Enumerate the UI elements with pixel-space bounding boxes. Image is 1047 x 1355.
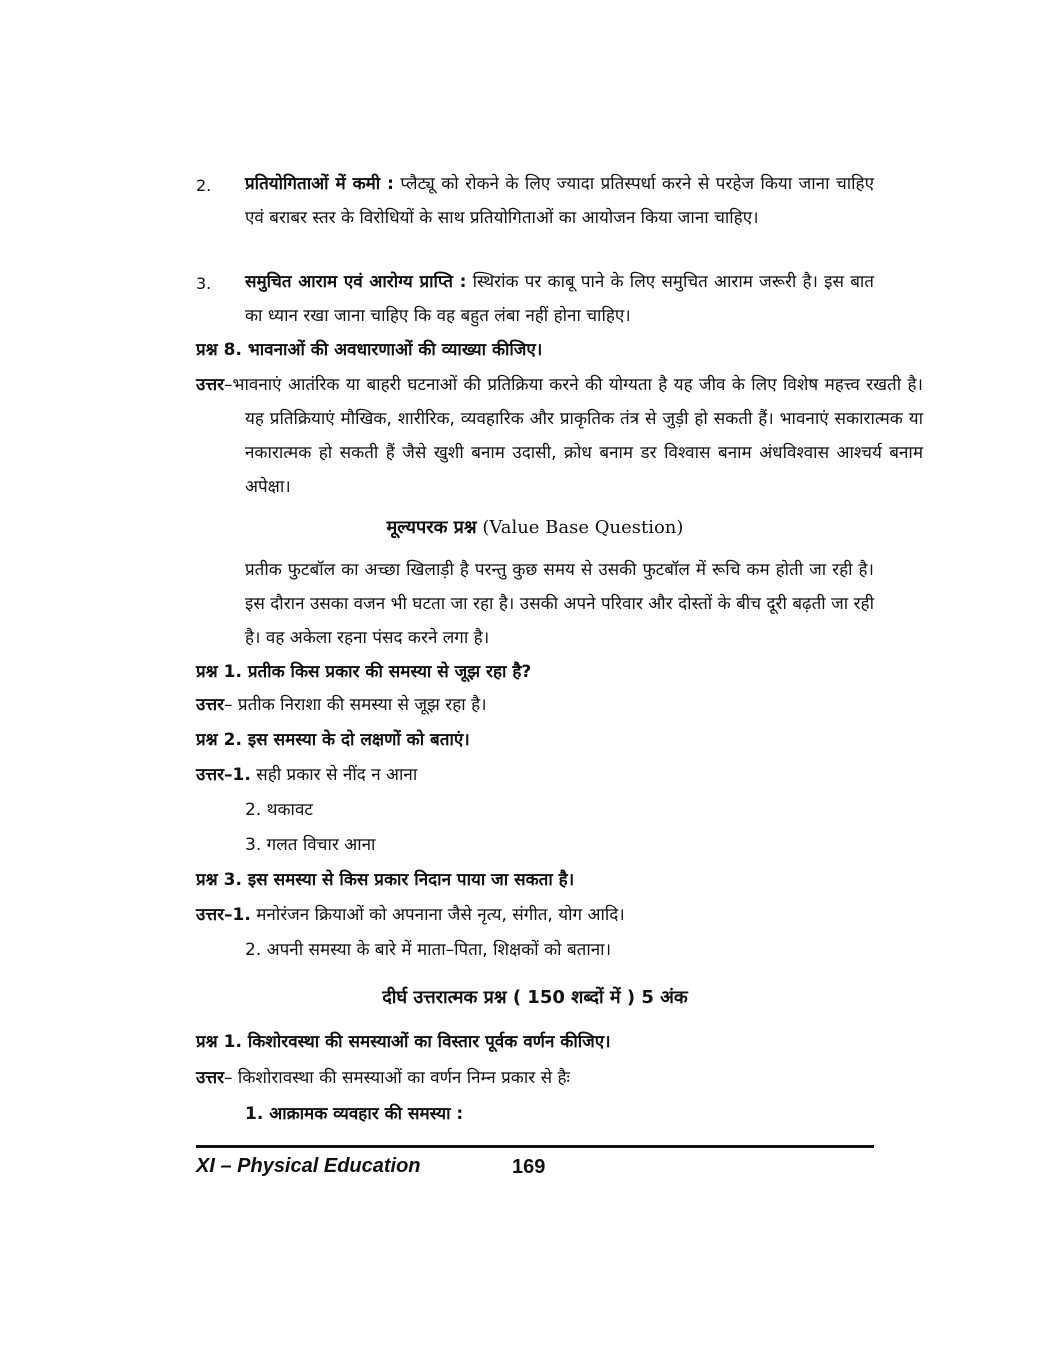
page-number: 169 [512,1156,546,1178]
answer-8 [196,368,923,504]
list-item-text: स्थिरांक पर काबू पाने के लिए समुचित आराम जरूरी है। इस बात का ध्यान रखा जाना चाहिए कि वह बहुत लंबा नहीं होना चाहिए। [245,272,874,326]
section-heading-hindi: मूल्यपरक प्रश्न [386,517,477,538]
question-8: प्रश्न 8. भावनाओं की अवधारणाओं की व्याख्या कीजिए। [196,340,543,360]
list-item-text: प्लैट्यू को रोकने के लिए ज्यादा प्रतिस्पर्धा करने से परहेज किया जाना चाहिए एवं बराबर स्तर के विरोधियों के साथ प्रतियोगिताओं का आयोजन किया जाना चाहिए। [245,174,874,228]
footer-subject: XI – Physical Education [196,1155,421,1177]
list-item-heading: समुचित आराम एवं आरोग्य प्राप्ति : [245,272,467,292]
long-answer-1 [196,1061,874,1095]
footer-rule [196,1145,874,1148]
answer-1 [196,688,874,722]
answer-3 [196,898,874,932]
case-passage-text: प्रतीक फुटबॉल का अच्छा खिलाड़ी है परन्तु कुछ समय से उसकी फुटबॉल में रूचि कम होती जा रही है। इस दौरान उसका वजन भी घटता जा रहा है। उसकी अपने परिवार और दोस्तों के बीच दूरी बढ़ती जा रही है। वह अकेला रहना पंसद करने लगा है। [245,560,874,648]
section-heading-value [196,515,874,539]
list-item [196,167,874,235]
answer-label: उत्तर–1. [196,765,251,785]
answer-2-point: 3. गलत विचार आना [245,835,376,855]
answer-label: उत्तर–1. [196,905,251,925]
list-number: 3. [196,274,212,293]
answer-text: – किशोरावस्था की समस्याओं का वर्णन निम्न प्रकार से हैः [224,1068,570,1088]
list-item-body [245,265,874,333]
long-question-1: प्रश्न 1. किशोरवस्था की समस्याओं का विस्तार पूर्वक वर्णन कीजिए। [196,1032,611,1052]
question-2: प्रश्न 2. इस समस्या के दो लक्षणों को बताएं। [196,730,470,750]
answer-2-point: 2. थकावट [245,800,313,820]
answer-label: उत्तर [196,375,225,395]
answer-2 [196,758,874,792]
section-heading-english: (Value Base Question) [476,517,684,538]
question-3: प्रश्न 3. इस समस्या से किस प्रकार निदान पाया जा सकता है। [196,870,575,890]
answer-label: उत्तर [196,1068,225,1088]
list-item-heading: प्रतियोगिताओं में कमी : [245,174,394,194]
answer-text: – प्रतीक निराशा की समस्या से जूझ रहा है। [224,695,487,715]
list-number: 2. [196,176,212,195]
answer-text: मनोरंजन क्रियाओं को अपनाना जैसे नृत्य, संगीत, योग आदि। [250,905,625,925]
section-heading-long-answer: दीर्घ उत्तरात्मक प्रश्न ( 150 शब्दों में ) 5 अंक [382,987,688,1008]
answer-3-point: 2. अपनी समस्या के बारे में माता–पिता, शिक्षकों को बताना। [245,940,612,960]
answer-label: उत्तर [196,695,225,715]
answer-text: –भावनाएं आतंरिक या बाहरी घटनाओं की प्रतिक्रिया करने की योग्यता है यह जीव के लिए विशेष महत्त्व रखती है। यह प्रतिक्रियाएं मौखिक, शारीरिक, व्यवहारिक और प्राकृतिक तंत्र से जुड़ी हो सकती हैं। भावनाएं सकारात्मक या नकारात्मक हो सकती हैं जैसे खुशी बनाम उदासी, क्रोध बनाम डर विश्वास बनाम अंधविश्वास आश्चर्य बनाम अपेक्षा। [224,375,923,497]
question-1: प्रश्न 1. प्रतीक किस प्रकार की समस्या से जूझ रहा है? [196,662,532,682]
answer-text: सही प्रकार से नींद न आना [250,765,418,785]
case-passage [196,553,874,655]
list-item [196,265,874,333]
long-answer-point: 1. आक्रामक व्यवहार की समस्या : [245,1104,464,1124]
list-item-body [245,167,874,235]
